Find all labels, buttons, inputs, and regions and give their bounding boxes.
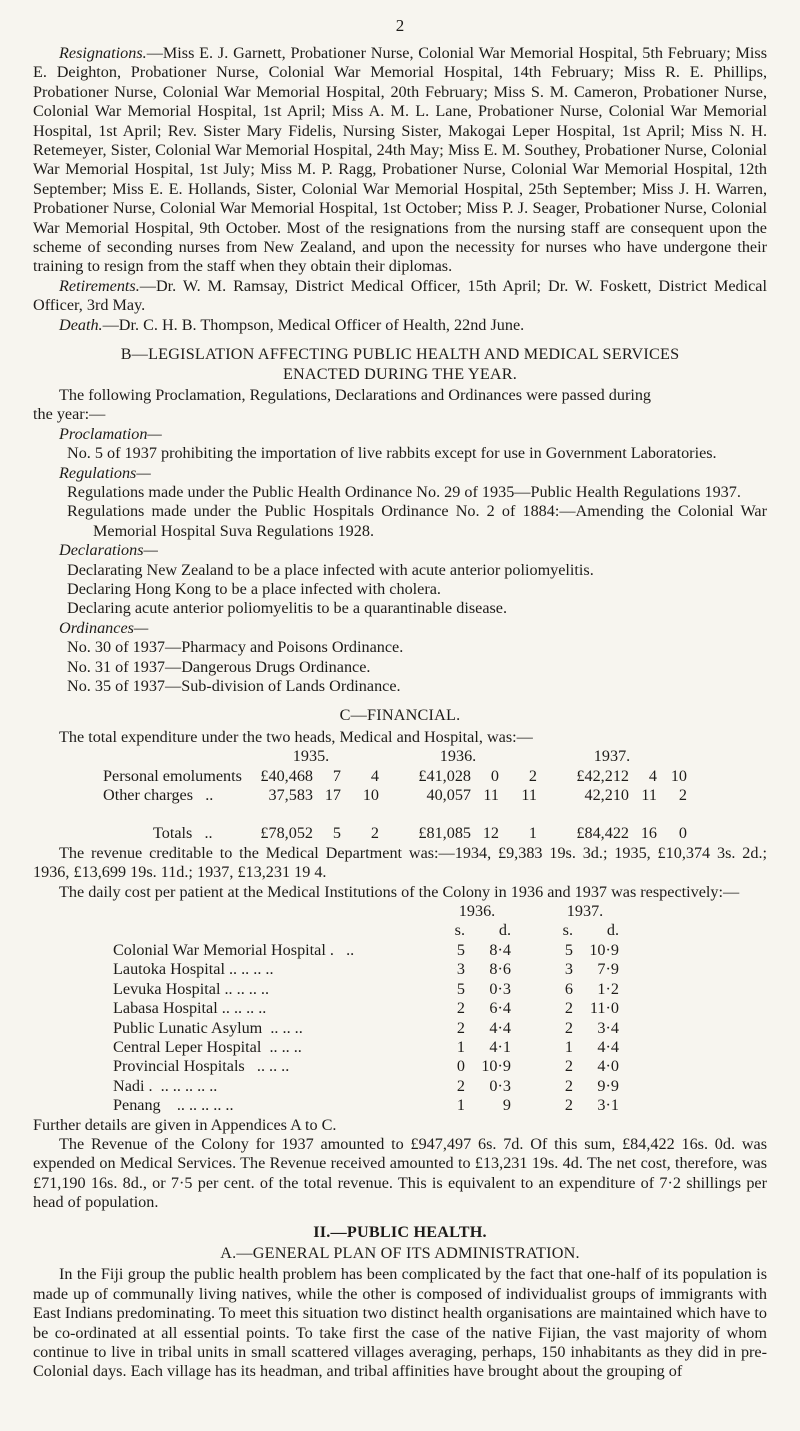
declarations-item: Declaring acute anterior poliomyelitis to be a quarantinable disease. <box>67 599 508 618</box>
ordinances-label: Ordinances— <box>59 618 149 637</box>
cost-row: Levuka Hospital .. .. .. .. 5 0·3 6 1·2 <box>113 979 619 998</box>
cost-row: Penang .. .. .. .. .. 1 9 2 3·1 <box>113 1096 619 1115</box>
declarations-item: Declarating New Zealand to be a place infected with acute anterior poliomyelitis. <box>67 560 594 579</box>
further-details: Further details are given in Appendices A to C. <box>33 1115 337 1134</box>
year-header: 1937. <box>593 747 631 766</box>
section-b-heading-line1: B—LEGISLATION AFFECTING PUBLIC HEALTH AND MEDICAL SERVICES <box>120 345 680 364</box>
section-b-intro-cont: the year:— <box>33 405 106 424</box>
cost-row: Labasa Hospital .. .. .. .. 2 6·4 2 11·0 <box>113 999 619 1018</box>
section-b-heading-line2: ENACTED DURING THE YEAR. <box>282 364 518 383</box>
expenditure-row: Other charges .. 37,583 17 10 40,057 11 11 42,210 11 2 <box>33 786 687 805</box>
cost-row: Public Lunatic Asylum .. .. .. 2 4·4 2 3·4 <box>113 1018 619 1037</box>
institution-name: Central Leper Hospital <box>113 1037 262 1056</box>
death-label: Death. <box>59 315 103 334</box>
retirements-text: —Dr. W. M. Ramsay, District Medical Officer, 15th April; Dr. W. Foskett, District Medical Officer, 3rd May. <box>33 276 767 315</box>
death-text: —Dr. C. H. B. Thompson, Medical Officer of Health, 22nd June. <box>102 315 525 334</box>
resignations-label: Resignations. <box>59 44 147 62</box>
cost-year-header: 1937. <box>566 902 604 921</box>
institution-name: Colonial War Memorial Hospital . <box>113 940 334 959</box>
declarations-label: Declarations— <box>59 541 158 560</box>
cost-unit-row: s. d. s. d. <box>454 921 619 940</box>
institution-name: Provincial Hospitals <box>113 1057 245 1076</box>
part-ii-heading: II.—PUBLIC HEALTH. <box>313 1222 487 1241</box>
cost-row: Lautoka Hospital .. .. .. .. 3 8·6 3 7·9 <box>113 960 619 979</box>
row-label: Personal emoluments <box>103 766 242 785</box>
section-b-heading <box>33 345 767 384</box>
revenue-creditable: The revenue creditable to the Medical Department was:—1934, £9,383 19s. 3d.; 1935, £10,374 3s. 2d.; 1936, £13,699 19s. 11d.; 1937, £13,231 19 4. <box>33 843 767 882</box>
cost-row: Colonial War Memorial Hospital . .. 5 8·4 5 10·9 <box>113 940 619 959</box>
daily-cost-table <box>113 902 619 1115</box>
ordinances-item: No. 35 of 1937—Sub-division of Lands Ordinance. <box>67 677 401 695</box>
page-number: 2 <box>395 16 405 35</box>
year-header: 1936. <box>439 747 477 766</box>
cost-year-header: 1936. <box>458 902 496 921</box>
declarations-item: Declaring Hong Kong to be a place infected with cholera. <box>67 579 441 598</box>
cost-year-row <box>113 902 619 921</box>
expenditure-row: Personal emoluments £40,468 7 4 £41,028 0 2 £42,212 4 10 <box>33 767 687 786</box>
section-c-heading: C—FINANCIAL. <box>339 706 461 725</box>
death-paragraph <box>33 316 767 335</box>
institution-name: Nadi . <box>113 1076 153 1095</box>
part-ii-subheading: A.—GENERAL PLAN OF ITS ADMINISTRATION. <box>220 1243 580 1262</box>
section-b-intro: The following Proclamation, Regulations, Declarations and Ordinances were passed during <box>59 385 652 404</box>
ordinances-item: No. 30 of 1937—Pharmacy and Poisons Ordinance. <box>67 638 404 657</box>
retirements-label: Retirements. <box>59 276 140 295</box>
totals-label: Totals .. <box>153 824 213 843</box>
regulations-item: Regulations made under the Public Hospitals Ordinance No. 2 of 1884:—Amending the Colonial War Memorial Hospital Suva Regulations 1928. <box>67 502 767 540</box>
institution-name: Labasa Hospital <box>113 999 218 1018</box>
expenditure-table <box>33 747 687 844</box>
daily-cost-intro: The daily cost per patient at the Medical Institutions of the Colony in 1936 and 1937 was respectively:— <box>59 882 740 901</box>
year-header: 1935. <box>292 747 330 766</box>
resignations-paragraph <box>33 44 767 277</box>
document-body <box>33 44 767 1382</box>
institution-name: Lautoka Hospital <box>113 960 225 979</box>
cost-row: Central Leper Hospital .. .. .. 1 4·1 1 4·4 <box>113 1037 619 1056</box>
institution-name: Public Lunatic Asylum <box>113 1018 263 1037</box>
institution-name: Levuka Hospital <box>113 979 221 998</box>
proclamation-label: Proclamation— <box>59 424 162 443</box>
expenditure-intro: The total expenditure under the two heads, Medical and Hospital, was:— <box>59 727 533 746</box>
regulations-label: Regulations— <box>59 463 151 482</box>
proclamation-item: No. 5 of 1937 prohibiting the importation of live rabbits except for use in Government Laboratories. <box>67 444 717 463</box>
cost-row: Provincial Hospitals .. .. .. 0 10·9 2 4·0 <box>113 1057 619 1076</box>
resignations-text: —Miss E. J. Garnett, Probationer Nurse, Colonial War Memorial Hospital, 5th February; Miss E. Deighton, Probationer Nurse, Colonial War Memorial Hospital, 14th February; Miss R. E. Phillips, Probationer Nurse, Colonial War Memorial Hospital, 20th February; Miss S. M. Cameron, Probationer Nurse, Colonial War Memorial Hospital, 1st April; Miss A. M. L. Lane, Probationer Nurse, Colonial War Memorial Hospital, 1st April; Rev. Sister Mary Fidelis, Nursing Sister, Makogai Leper Hospital, 1st April; Miss N. H. Retemeyer, Sister, Colonial War Memorial Hospital, 24th May; Miss E. M. Southey, Probationer Nurse, Colonial War Memorial Hospital, 1st July; Miss M. P. Ragg, Probationer Nurse, Colonial War Memorial Hospital, 12th September; Miss E. E. Hollands, Sister, Colonial War Memorial Hospital, 25th September; Miss J. H. Warren, Probationer Nurse, Colonial War Memorial Hospital, 1st October; Miss P. J. Seager, Probationer Nurse, Colonial War Memorial Hospital, 9th October. Most of the resignations from the nursing staff are consequent upon the scheme of seconding nurses from New Zealand, and upon the necessity for nurses who have undergone their training to resign from the staff when they obtain their diplomas. <box>33 44 767 276</box>
institution-name: Penang <box>113 1096 161 1115</box>
ordinances-item: No. 31 of 1937—Dangerous Drugs Ordinance. <box>67 657 371 676</box>
part-ii-paragraph: In the Fiji group the public health problem has been complicated by the fact that one-half of its population is made up of communally living natives, while the other is composed of individualist groups of immigrants with East Indians predominating. To meet this situation two distinct health organisations are maintained which have to be co-ordinated at all essential points. To take first the case of the native Fijian, the vast majority of whom continue to live in tribal units in small scattered villages averaging, perhaps, 150 inhabitants as they did in pre-Colonial days. Each village has its headman, and tribal affinities have brought about the grouping of <box>33 1265 767 1381</box>
row-label: Other charges .. <box>103 786 214 805</box>
expenditure-year-row <box>33 747 687 766</box>
regulations-item: Regulations made under the Public Health Ordinance No. 29 of 1935—Public Health Regulations 1937. <box>67 482 741 501</box>
colony-revenue-paragraph: The Revenue of the Colony for 1937 amounted to £947,497 6s. 7d. Of this sum, £84,422 16s. 0d. was expended on Medical Services. The Revenue received amounted to £13,231 19s. 4d. The net cost, therefore, was £71,190 16s. 8d., or 7·5 per cent. of the total revenue. This is equivalent to an expenditure of 7·2 shillings per head of population. <box>33 1134 767 1212</box>
cost-row: Nadi . .. .. .. .. .. 2 0·3 2 9·9 <box>113 1076 619 1095</box>
expenditure-totals-row: Totals .. £78,052 5 2 £81,085 12 1 £84,422 16 0 <box>33 824 687 843</box>
retirements-paragraph <box>33 277 767 316</box>
